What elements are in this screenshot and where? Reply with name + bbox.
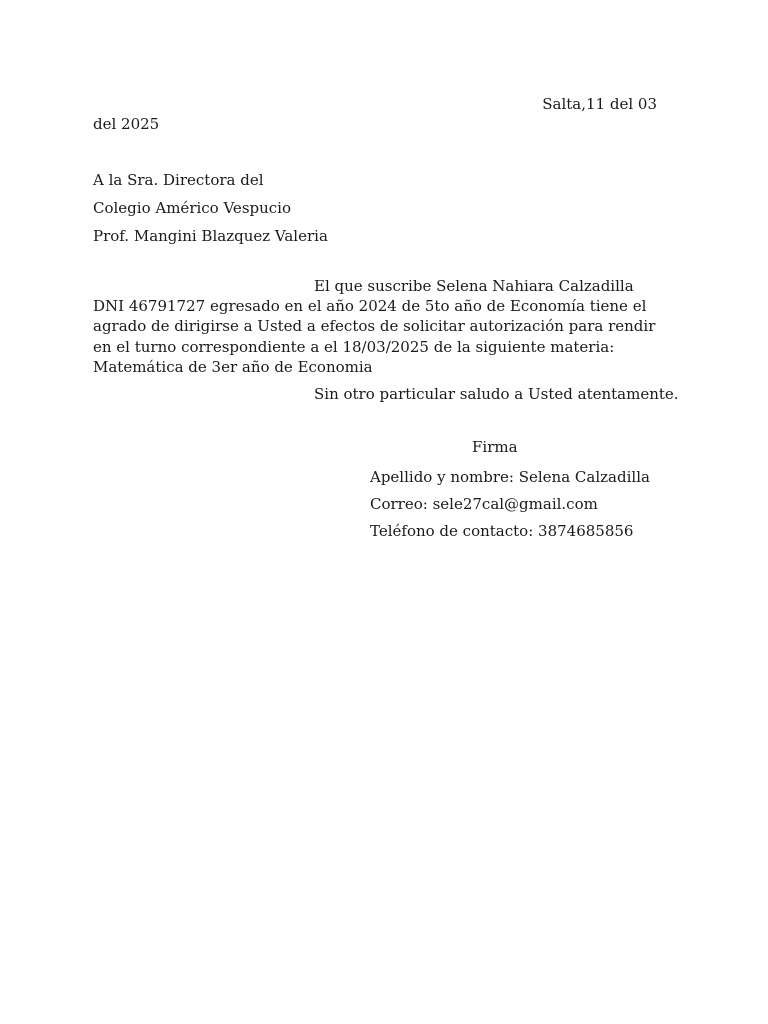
signature-label: Firma: [472, 438, 518, 456]
closing-line: Sin otro particular saludo a Usted atentamente.: [314, 385, 679, 403]
contact-phone: Teléfono de contacto: 3874685856: [370, 522, 634, 540]
contact-email: Correo: sele27cal@gmail.com: [370, 495, 598, 513]
contact-name: Apellido y nombre: Selena Calzadilla: [370, 468, 650, 486]
date-line-continuation: del 2025: [93, 115, 160, 133]
recipient-line-name: Prof. Mangini Blazquez Valeria: [93, 227, 328, 245]
contact-block: [370, 464, 650, 545]
recipient-block: [93, 166, 328, 250]
recipient-line-school: Colegio Américo Vespucio: [93, 199, 292, 217]
letter-body: El que suscribe Selena Nahiara Calzadilla DNI 46791727 egresado en el año 2024 de 5to año de Economía tiene el agrado de dirigirse a Usted a efectos de solicitar autorización para rendir en el turno correspondiente a el 18/03/2025 de la siguiente materia: Matemática de 3er año de Economia: [93, 277, 656, 376]
date-line: Salta,11 del 03: [542, 95, 657, 113]
recipient-line-title: A la Sra. Directora del: [93, 171, 264, 189]
